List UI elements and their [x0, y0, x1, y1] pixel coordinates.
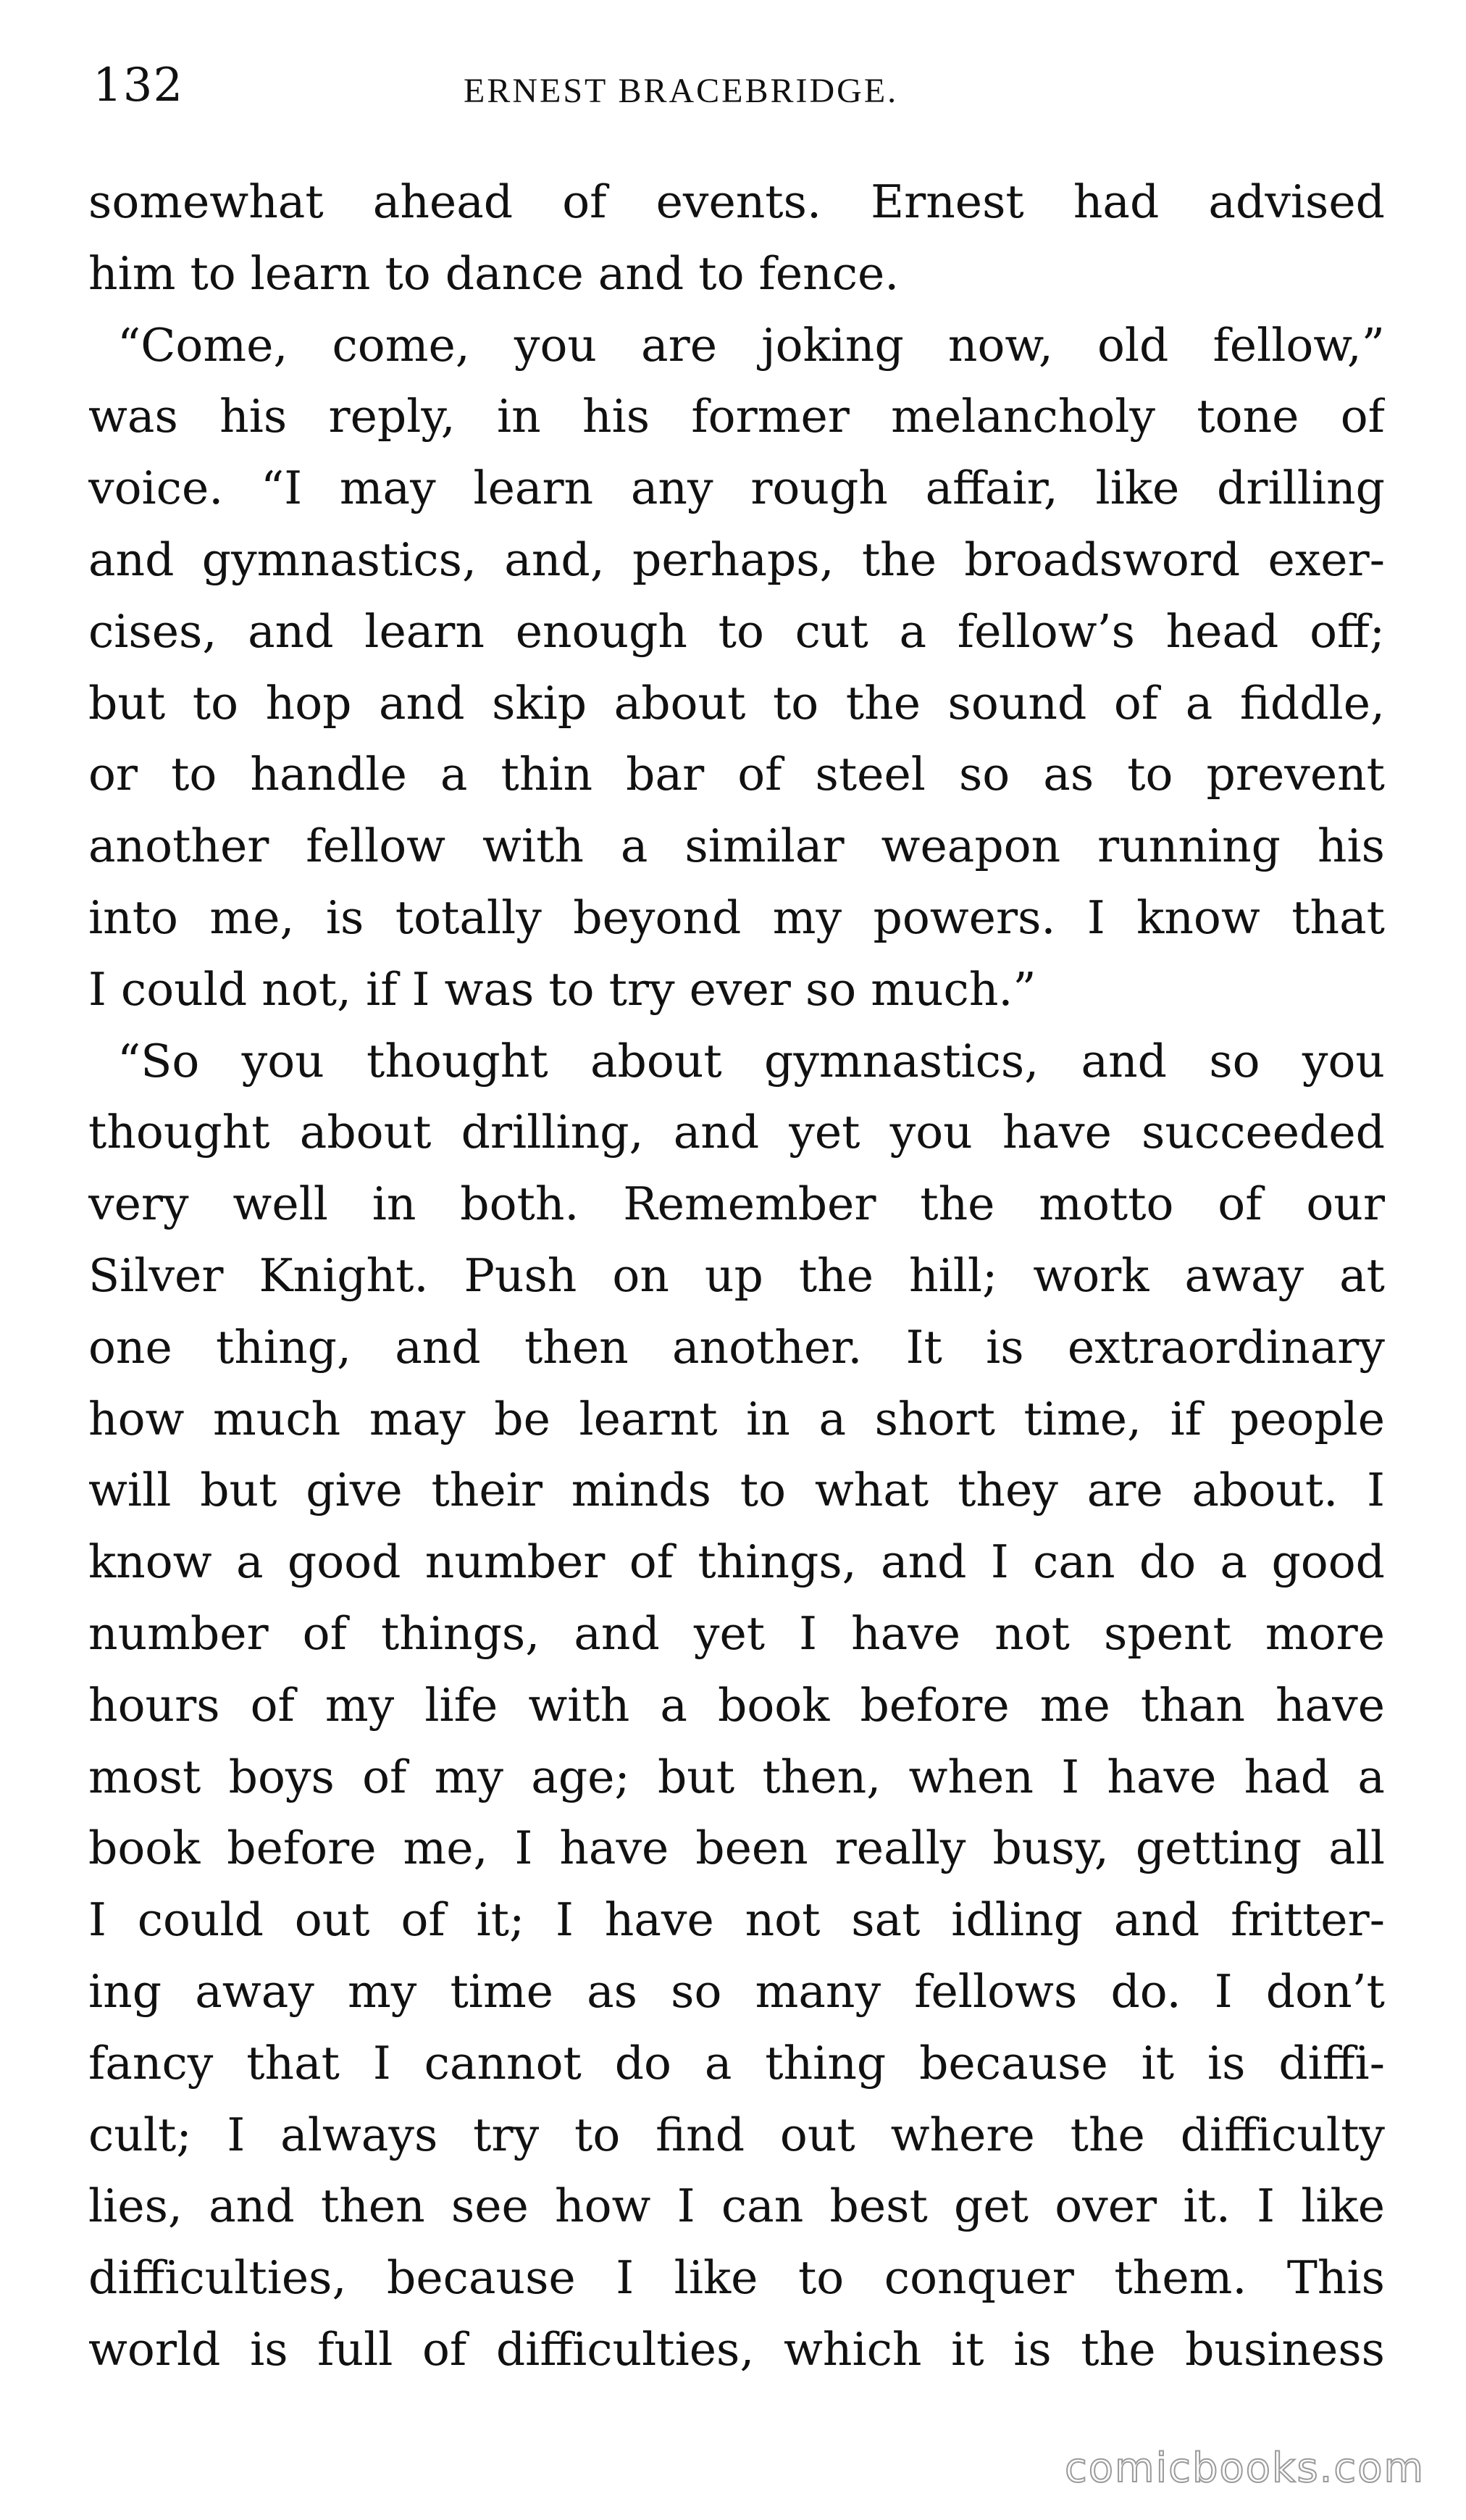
text-line: how much may be learnt in a short time, if people [88, 1392, 1385, 1445]
text-line: hours of my life with a book before me than have [88, 1678, 1385, 1732]
running-head: ERNEST BRACEBRIDGE. [464, 72, 899, 110]
text-line: cises, and learn enough to cut a fellow’s head off; [88, 604, 1385, 658]
text-line: lies, and then see how I can best get over it. I like [88, 2179, 1385, 2233]
text-line: fancy that I cannot do a thing because it is diffi- [88, 2036, 1385, 2090]
text-line: most boys of my age; but then, when I have had a [88, 1750, 1385, 1803]
text-line: one thing, and then another. It is extraordinary [88, 1320, 1385, 1374]
text-line: very well in both. Remember the motto of our [88, 1177, 1385, 1231]
text-line: was his reply, in his former melancholy tone of [88, 390, 1385, 443]
text-line: ing away my time as so many fellows do. I don’t [88, 1964, 1385, 2018]
text-line: world is full of difficulties, which it is the business [88, 2322, 1385, 2376]
text-line: into me, is totally beyond my powers. I know that [88, 890, 1385, 944]
text-line: another fellow with a similar weapon running his [88, 819, 1385, 873]
text-line: book before me, I have been really busy, getting all [88, 1822, 1385, 1875]
text-line: I could out of it; I have not sat idling and fritter- [88, 1893, 1385, 1947]
text-line: thought about drilling, and yet you have succeeded [88, 1106, 1385, 1159]
text-line: somewhat ahead of events. Ernest had advised [88, 175, 1385, 228]
text-line: number of things, and yet I have not spent more [88, 1606, 1385, 1660]
text-line: I could not, if I was to try ever so much.” [88, 962, 1036, 1016]
text-line: or to handle a thin bar of steel so as to prevent [88, 748, 1385, 801]
text-line: “So you thought about gymnastics, and so you [117, 1034, 1385, 1088]
text-line: him to learn to dance and to fence. [88, 246, 900, 300]
text-line: but to hop and skip about to the sound of a fiddle, [88, 676, 1385, 730]
text-line: Silver Knight. Push on up the hill; work away at [88, 1248, 1385, 1302]
text-line: difficulties, because I like to conquer them. This [88, 2251, 1385, 2305]
text-line: will but give their minds to what they are about. I [88, 1464, 1385, 1517]
text-line: and gymnastics, and, perhaps, the broadsword exer- [88, 533, 1385, 586]
body-text [88, 167, 1385, 2386]
page-number: 132 [93, 59, 184, 112]
text-line: know a good number of things, and I can do a good [88, 1535, 1385, 1589]
text-line: cult; I always try to find out where the difficulty [88, 2108, 1385, 2161]
text-line: voice. “I may learn any rough affair, like drilling [88, 462, 1385, 515]
text-line: “Come, come, you are joking now, old fellow,” [117, 318, 1385, 372]
watermark: comicbooks.com [1065, 2445, 1425, 2492]
